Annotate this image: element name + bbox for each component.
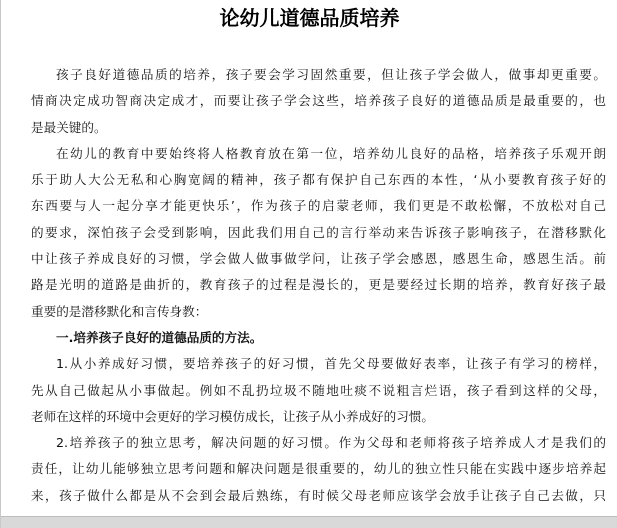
paragraph-line: 来，孩子做什么都是从不会到会最后熟练，有时候父母老师应该学会放手让孩子自己去做，只 (31, 487, 606, 503)
paragraph-line: 1.从小养成好习惯，要培养孩子的好习惯，首先父母要做好表率，让孩子有学习的榜样， (56, 356, 606, 372)
paragraph-line: 先从自己做起从小事做起。例如不乱扔垃圾不随地吐痰不说粗言烂语，孩子看到这样的父母， (31, 382, 606, 398)
paragraph-line: 是最关键的。 (31, 119, 107, 135)
section-heading: 一.培养孩子良好的道德品质的方法。 (56, 329, 263, 345)
paragraph-line: 重要的是潜移默化和言传身教： (31, 303, 208, 319)
paragraph-line: 孩子良好道德品质的培养，孩子要会学习固然重要，但让孩子学会做人，做事却更重要。 (56, 67, 606, 82)
paragraph-line: 中让孩子养成良好的习惯，学会做人做事做学问，让孩子学会感恩，感恩生命，感恩生活。前 (31, 251, 606, 267)
paragraph-line: 东西要与人一起分享才能更快乐’，作为孩子的启蒙老师，我们更是不敢松懈，不放松对自己 (31, 198, 606, 214)
document-title: 论幼儿道德品质培养 (219, 6, 400, 30)
paragraph-line: 情商决定成功智商决定成才，而要让孩子学会这些，培养孩子良好的道德品质是最重要的，也 (31, 93, 606, 109)
document-body (31, 62, 606, 509)
paragraph-line: 路是光明的道路是曲折的，教育孩子的过程是漫长的，更是要经过长期的培养，教育好孩子最 (31, 277, 606, 293)
paragraph-line: 老师在这样的环境中会更好的学习模仿成长，让孩子从小养成好的习惯。 (31, 408, 434, 424)
window-bottom-edge (1, 516, 617, 528)
paragraph-line: 乐于助人大公无私和心胸宽阔的精神，孩子都有保护自己东西的本性，‘从小要教育孩子好的 (31, 172, 606, 188)
paragraph-line: 的要求，深怕孩子会受到影响，因此我们用自己的言行举动来告诉孩子影响孩子，在潜移默化 (31, 224, 606, 240)
paragraph-line: 责任，让幼儿能够独立思考问题和解决问题是很重要的，幼儿的独立性只能在实践中逐步培养起 (31, 461, 606, 477)
paragraph-line: 2.培养孩子的独立思考，解决问题的好习惯。作为父母和老师将孩子培养成人才是我们的 (56, 435, 606, 451)
paragraph-line: 在幼儿的教育中要始终将人格教育放在第一位，培养幼儿良好的品格，培养孩子乐观开朗 (56, 145, 606, 161)
